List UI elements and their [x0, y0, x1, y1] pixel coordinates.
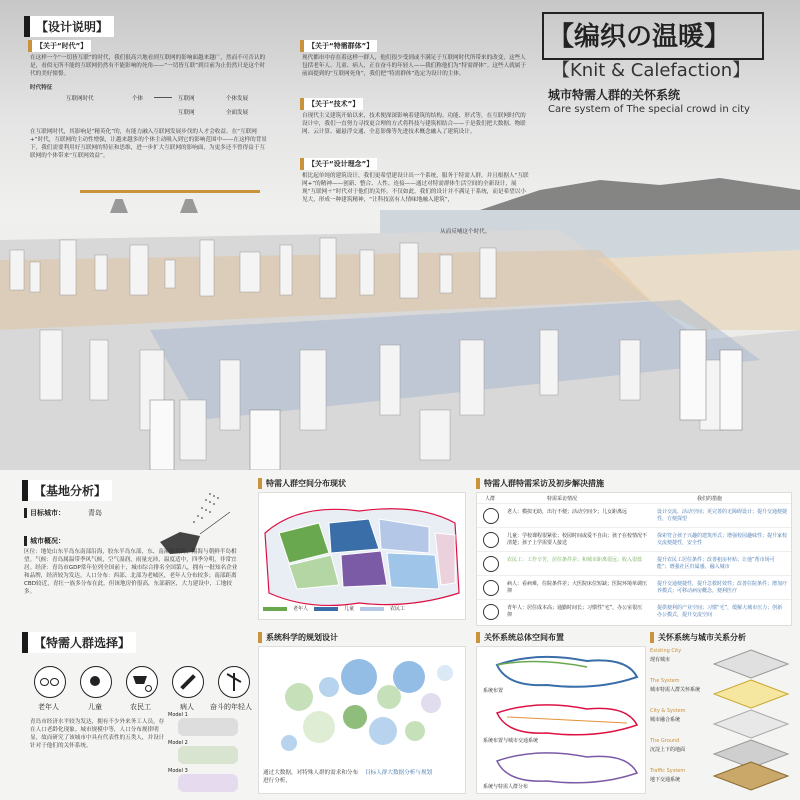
- title-en: 【Knit & Calefaction】: [552, 60, 751, 81]
- timeline-strip: [80, 190, 260, 217]
- row-measures: 探索符合孩子兴趣的建筑形式；增强校园趣味性；提升家校交流便捷性，安全性: [657, 533, 788, 546]
- layer-cn: 城市融合系统: [650, 717, 681, 723]
- science-heading: 系统科学的规划设计: [258, 632, 338, 643]
- table-row: [477, 551, 791, 576]
- col-measures: 我们的措施: [697, 496, 723, 502]
- feature-item: 互联网: [178, 96, 195, 102]
- survey-heading: 特需人群特需采访及初步解决措施: [476, 478, 604, 489]
- spotlight-icon: [110, 199, 128, 213]
- relation-label: 系统布置与城市交通系统: [483, 738, 539, 744]
- design-desc-heading: 【设计说明】: [24, 16, 114, 37]
- bubble-panel: [258, 646, 466, 794]
- bubble-chart: [259, 647, 465, 767]
- science-note-1: 通过大数据，对特殊人群的需求和分布进行分析，: [263, 770, 359, 784]
- legend-worker: 农民工: [390, 606, 406, 612]
- crowd-label-worker: 农民工: [130, 703, 151, 711]
- layers-panel: [650, 646, 792, 792]
- distribution-map: [258, 492, 466, 620]
- syringe-icon: [483, 580, 499, 596]
- glasses-icon: [34, 666, 66, 698]
- candy-icon: [483, 532, 499, 548]
- feature-item: 全面发展: [226, 110, 249, 116]
- crowd-heading: 【特需人群选择】: [22, 632, 136, 653]
- glasses-icon: [483, 508, 499, 524]
- model-thumb: [178, 746, 238, 764]
- table-row: [477, 527, 791, 552]
- layer-en: The System: [650, 678, 680, 684]
- era-text: 在这样一个“一切皆互联”的时代，我们很高兴地看到互联网的影响面越来越广，然而不可否认的是，看似无所不能的互联网仍然有不能影响的死角——“一切皆互联”到目前为止仍然只是这个时代的美好憧憬。: [30, 55, 266, 77]
- row-needs: 农民工：工作辛苦，居住条件差；和城市距离很远；收入很低: [507, 557, 643, 563]
- wheelbarrow-icon: [483, 556, 499, 572]
- feature-item: 个体发展: [226, 96, 249, 102]
- group-text: 现代都市中存在着这样一群人，他们很少受到或不满足于互联网时代所带来的改变，这些人包括老年人、儿童、病人、正在奋斗的年轻人——我们称他们为“特需群体”。这些人就属于前面提到的“互联网死角”，我们把“特需群体”选定为设计的主体。: [302, 55, 526, 77]
- legend-elder: 老年人: [293, 606, 309, 612]
- site-heading: 【基地分析】: [22, 480, 112, 501]
- table-row: [477, 575, 791, 600]
- target-city: 青岛: [88, 509, 102, 517]
- row-needs: 病人：看病难，住院条件差；大医院床位短缺；医院环境单调压抑: [507, 581, 648, 594]
- row-needs: 儿童：学校课程很紧张；校园时间或爱不自由；孩子在校情况不清楚；孩子上学需要人接送: [507, 533, 648, 546]
- model-diagrams: [168, 712, 248, 792]
- relation-label: 系统与特需人群分布: [483, 784, 529, 790]
- wheelbarrow-icon: [126, 666, 158, 698]
- layer-cn: 地下交通系统: [650, 777, 681, 783]
- concept-end: 从而反哺这个时代。: [440, 229, 491, 235]
- overview-label: 城市概况：: [24, 536, 65, 546]
- model-thumb: [178, 718, 238, 736]
- model-label: Model 3: [168, 768, 188, 774]
- row-measures: 提供便利的产业空间；习惯“宅”，缓解大城市压力；创新办公模式，提升交流空间: [657, 605, 783, 618]
- table-row: [477, 503, 791, 528]
- relation-heading: 关怀系统总体空间布置: [476, 632, 564, 643]
- subtitle-cn: 城市特需人群的关怀系统: [548, 88, 681, 102]
- map-legend: [263, 605, 463, 615]
- feature-item: 互联网: [178, 110, 195, 116]
- district-map: [259, 493, 465, 619]
- concept-tag: 【关于“设计理念”】: [300, 158, 377, 170]
- layer-cn: 现有城市: [650, 657, 671, 663]
- distribution-heading: 特需人群空间分布现状: [258, 478, 346, 489]
- layer-cn: 沉淀上下的地面: [650, 747, 686, 753]
- col-people: 人群: [485, 496, 496, 502]
- row-measures: 设计交流、活动空间；更完善的无障碍设计；提升交通便捷性，方便探望: [657, 509, 788, 522]
- layer-en: Traffic System: [650, 768, 686, 774]
- col-needs: 特需采访情况: [547, 496, 578, 502]
- site-text: 区位：地处山东半岛东南部沿海，胶东半岛东部，东、南濒临黄海，隔海与朝鲜半岛相望。气候：青岛属温带季风气候，空气湿润，雨量充沛，温度适中，四季分明，非常宜居。经济：青岛市GDP常年位列全国前十，城市综合排名全国第八，拥有一批知名企业和品牌，经济较为发达。人口分布：西部、北部为老城区，老年人分布较多；南部距离CBD较近，青壮一族多分布在此，但该地房价很高，东部新区，大力建设中，工地较多。: [24, 549, 238, 595]
- tech-tag: 【关于“技术”】: [300, 98, 363, 110]
- title-cn: 【编织の温暖】: [548, 22, 731, 52]
- survey-table: [476, 492, 792, 626]
- crowd-label-youth: 奋斗的年轻人: [210, 703, 252, 711]
- legend-swatch-elder: [263, 607, 287, 611]
- era-tag: 【关于“时代”】: [28, 40, 91, 52]
- era-text-2: 在互联网时代，其影响是“精英化”的，有能力融入互联网发展步伐的人才会收益。在“互联网+”时代，互联网的主动性增强，让越来越多的个体主动吸入到它的影响范围中——在这样的背景下，我们需要利用好互联网的特征和思维，进一步扩大互联网的影响面，为更多还不曾得益于互联网的个体带来“互联网效益”。: [30, 129, 267, 159]
- arrow-icon: [154, 97, 172, 98]
- layer-en: City & System: [650, 708, 686, 714]
- science-note-2: 目标人群大数据分析与规划: [365, 770, 433, 776]
- subtitle-en: Care system of The special crowd in city: [548, 104, 750, 115]
- row-measures: 提升交通便捷性，提升急救时效性；改善住院条件；增加疗养模式；可移动病房概念，便利医疗: [657, 581, 788, 594]
- layer-cn: 城市特需人群关怀系统: [650, 687, 701, 693]
- layer-stack: [710, 646, 792, 792]
- model-label: Model 2: [168, 740, 188, 746]
- windmill-icon: [483, 604, 499, 620]
- layer-en: Existing City: [650, 648, 682, 654]
- syringe-icon: [172, 666, 204, 698]
- row-measures: 提升农民工居住条件；改善租房补贴；让他“帮市场可能”；增强社区归属感，融入城市: [657, 557, 775, 570]
- crowd-label-child: 儿童: [88, 703, 102, 711]
- model-thumb: [178, 774, 238, 792]
- era-feature-label: 时代特征: [30, 85, 53, 91]
- model-label: Model 1: [168, 712, 188, 718]
- feature-item: 互联网时代: [66, 96, 94, 102]
- relation-svg: [477, 647, 645, 793]
- table-row: [477, 599, 791, 624]
- spotlight-icon: [180, 199, 198, 213]
- target-label: 目标城市：: [24, 508, 65, 518]
- legend-swatch-worker: [360, 607, 384, 611]
- relation-maps: [476, 646, 646, 794]
- concept-text: 相比起单纯的建筑设计，我们更希望建设计出一个系统，服务于特需人群，并且根据人“互联网+”的精神——创新、整合、人性、连接——通过对特需群体生活空间的全新设计，展现“互联网＋”时代对于他们的关怀。不仅如此，我们的设计并不满足于系统，而是希望以小见大，形成一种建筑精神，“让科技富有人情味地融入建筑”，: [302, 173, 529, 203]
- windmill-icon: [218, 666, 250, 698]
- crowd-text: 青岛市经济水平较为发达，拥有不少外来务工人员，存在人口老龄化现象。城市规模中等，人口分布规律明显，故而研究了该城市中具有代表性的五类人，并设计针对于他们的关怀系统。: [30, 719, 165, 749]
- legend-swatch-child: [314, 607, 338, 611]
- row-needs: 青年人：居住成本高；通勤时间长；习惯性“宅”，办公室很压抑: [507, 605, 643, 618]
- layers-heading: 关怀系统与城市关系分析: [650, 632, 746, 643]
- feature-item: 个体: [132, 96, 144, 102]
- relation-label: 系统布置: [483, 688, 504, 694]
- era-feature-diagram: [66, 92, 266, 122]
- layer-en: The Ground: [650, 738, 680, 744]
- row-needs: 老人：模拟无助，出行不便；活动空间少；儿女距离远: [507, 509, 628, 515]
- crowd-label-patient: 病人: [180, 703, 194, 711]
- crowd-label-elder: 老年人: [38, 703, 59, 711]
- candy-icon: [80, 666, 112, 698]
- legend-child: 儿童: [344, 606, 355, 612]
- group-tag: 【关于“特需群体”】: [300, 40, 377, 52]
- tech-text: 自现代主义建筑开始以来，技术便深深影响着建筑的结构、功能、形式等，在互联网时代的设计中，我们一直努力寻找更合理的方式将科技与建筑相结合——于是我们把大数据、物联网、云计算、磁悬浮交通、全息影像等先进技术概念融入了建筑设计。: [302, 113, 526, 135]
